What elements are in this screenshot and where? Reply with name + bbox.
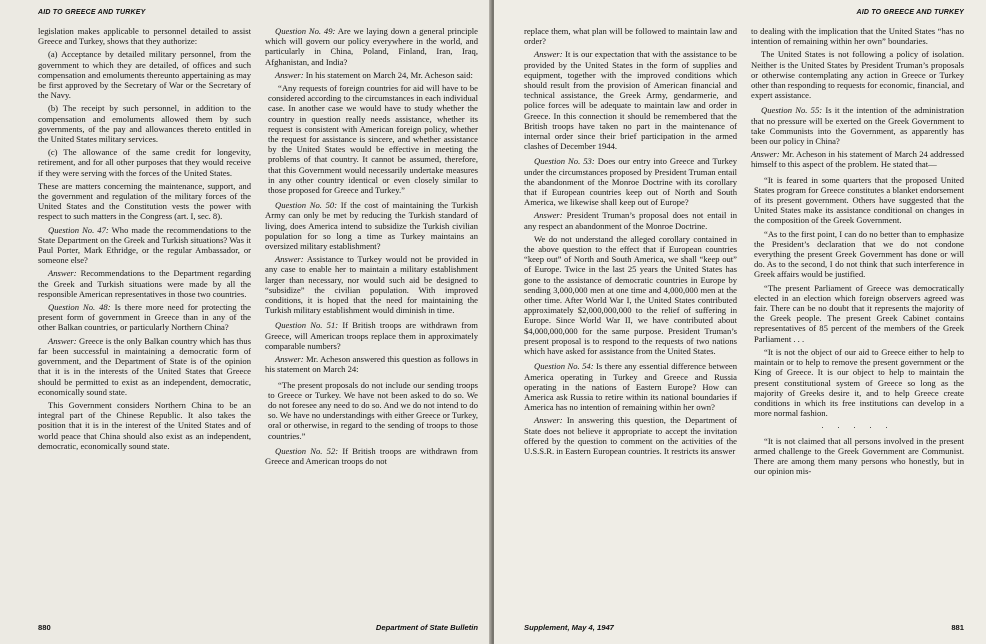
paragraph	[265, 254, 478, 315]
ellipsis-divider: . . . . .	[821, 421, 894, 431]
paragraph-text: Who made the recommendations to the State Department on the Greek and Turkish situations? Was it Paul Porter, Mark Ethridge, or the regular Ambassador, or someone else?	[38, 224, 251, 266]
question-label: Answer:	[534, 415, 563, 426]
paragraph	[754, 283, 964, 344]
paragraph-text: Are we laying down a general principle which will govern our policy everywhere in the world, and particularly in China, Poland, Finland, Iran, Iraq, Afghanistan, and India?	[265, 26, 478, 67]
paragraph	[524, 234, 737, 356]
paragraph-text: Recommendations to the Department regarding the Greek and Turkish situations were made by all the responsible American representatives in those two countries.	[38, 268, 251, 299]
paragraph-text: It is our expectation that with the assistance to be provided by the United States in the form of supplies and equipment, together with the improved conditions which should result from the provision of American financial and technical assistance, the Greek Army, gendarmerie, and police forces will be adequate to maintain law and order in Greece. In this connection it should be remembered that the British troops have taken no part in the maintenance of internal order since their brief participation in the armed clashes of December 1944.	[524, 49, 737, 152]
question-label: Question No. 50:	[275, 200, 338, 211]
paragraph	[754, 436, 964, 477]
paragraph-text: to dealing with the implication that the United States “has no intention of remaining within her own” boundaries.	[751, 26, 964, 47]
question-label: Answer:	[275, 69, 304, 80]
paragraph	[38, 302, 251, 333]
paragraph-text: Mr. Acheson in his statement of March 24 addressed himself to this aspect of the problem. He stated that—	[751, 149, 964, 170]
paragraph-text: The United States is not following a policy of isolation. Neither is the United States by President Truman’s proposals or otherwise contemplating any action in Greece or Turkey other than responding to requests for economic, financial, and expert assistance.	[751, 49, 964, 101]
paragraph	[265, 200, 478, 251]
question-label: Question No. 52:	[275, 445, 339, 456]
footer-title-right: Supplement, May 4, 1947	[524, 623, 614, 632]
paragraph	[751, 49, 964, 100]
paragraph	[754, 175, 964, 226]
paragraph	[524, 49, 737, 151]
paragraph	[38, 400, 251, 451]
paragraph-text: Greece is the only Balkan country which has thus far been successful in maintaining a democratic form of government, and the Department of State is of the opinion that it is in the interests of the United States that Greece should be permitted to exist as an independent, democratic, economically sound state.	[38, 335, 251, 397]
paragraph-text: In answering this question, the Department of State does not believe it appropriate to accept the invitation offered by the question to comment on the activities of the U.S.S.R. in Eastern European countries. It restricts its answer	[524, 415, 737, 456]
question-label: Answer:	[48, 268, 77, 279]
question-label: Question No. 55:	[761, 105, 823, 116]
paragraph	[38, 268, 251, 299]
paragraph	[38, 181, 251, 222]
paragraph-text: If the cost of maintaining the Turkish Army can only be met by reducing the Turkish standard of living, does America intend to subsidize the Turkish civilian population for so long a time as Turkey maintains an oversized military establishment?	[265, 200, 478, 252]
question-label: Answer:	[534, 49, 563, 60]
paragraph	[265, 320, 478, 351]
paragraph-text: (c) The allowance of the same credit for longevity, retirement, and for all other purposes that they would receive if they were serving with the forces of the United States.	[38, 147, 251, 178]
question-label: Question No. 54:	[534, 361, 594, 372]
paragraph-text: “The present proposals do not include our sending troops to Greece or Turkey. We have not been asked to do so. We do not foresee any need to do so. And we do not intend to do so. We have no understandings with either Greece or Turkey, oral or otherwise, in regard to the sending of troops to those countries.”	[268, 379, 478, 441]
paragraph	[38, 336, 251, 397]
paragraph	[524, 361, 737, 412]
left-column-1	[38, 26, 251, 469]
paragraph-text: “It is feared in some quarters that the proposed United States program for Greece constitutes a blanket endorsement of its present government. Others have suggested that the United States make its assistance conditional on changes in the composition of the Greek Government.	[754, 174, 964, 226]
right-column-2	[751, 26, 964, 479]
paragraph	[751, 149, 964, 169]
paragraph	[265, 70, 478, 80]
paragraph-text: Is it the intention of the administration that no pressure will be exerted on the Greek Government to take Communists into the Government, as apparently has been our policy in China?	[751, 105, 964, 147]
paragraph-text: Is there any essential difference between America operating in Turkey and Greece and Russia operating in the nations of Eastern Europe? How can America ask Russia to retire within its national boundaries if America has no intention of remaining within her own?	[524, 361, 737, 413]
paragraph-text: This Government considers Northern China to be an integral part of the Chinese Republic. It also takes the position that it is in the interest of the United States and of world peace that China should also exist as an independent, democratic, economically sound state.	[38, 399, 251, 451]
paragraph-text: “The present Parliament of Greece was democratically elected in an election which foreign observers agreed was fair. There can be no doubt that it represents the majority of the Greek people. The present Greek Cabinet contains representatives of 85 percent of the members of the Greek Parliament . . .	[754, 282, 964, 344]
left-page	[0, 0, 492, 644]
paragraph	[754, 229, 964, 280]
question-label: Answer:	[751, 149, 780, 160]
paragraph-text: (a) Acceptance by detailed military personnel, from the government to which they are detailed, of offices and such compensation and emoluments thereunto appertaining as may be first approved by the Secretary of War or the Secretary of the Navy.	[38, 49, 251, 101]
right-page	[494, 0, 986, 644]
paragraph	[524, 156, 737, 207]
paragraph	[524, 26, 737, 46]
folio-left: 880	[38, 623, 51, 632]
paragraph-text: legislation makes applicable to personnel detailed to assist Greece and Turkey, shows that they authorize:	[38, 26, 251, 47]
question-label: Answer:	[275, 254, 304, 265]
paragraph	[268, 380, 478, 441]
question-label: Question No. 51:	[275, 320, 339, 331]
question-label: Question No. 49:	[275, 26, 336, 36]
paragraph	[38, 103, 251, 144]
paragraph-text: President Truman’s proposal does not entail in any respect an abandonment of the Monroe Doctrine.	[524, 210, 737, 231]
paragraph	[38, 147, 251, 178]
paragraph-text: Is there more need for protecting the present form of government in Greece than in any of the other Balkan countries, or particularly Northern China?	[38, 302, 251, 333]
paragraph-text: “It is not claimed that all persons involved in the present armed challenge to the Greek Government are Communist. There are among them many persons who honestly, but in our opinion mis-	[754, 435, 964, 477]
question-label: Question No. 53:	[534, 156, 595, 167]
paragraph	[265, 26, 478, 67]
running-head-right: AID TO GREECE AND TURKEY	[856, 9, 964, 16]
paragraph	[265, 446, 478, 466]
paragraph-text: If British troops are withdrawn from Greece and American troops do not	[265, 445, 478, 466]
paragraph-text: If British troops are withdrawn from Greece, will American troops replace them in approximately comparable numbers?	[265, 320, 478, 351]
paragraph	[754, 347, 964, 418]
paragraph	[751, 105, 964, 146]
question-label: Question No. 47:	[48, 224, 109, 235]
question-label: Answer:	[275, 354, 304, 365]
paragraph-text: We do not understand the alleged corollary contained in the above question to the effect that if European countries “keep out” of North and South America, we shall “keep out” of Europe. Twice in the last 25 years the United States has gone to the assistance of democratic countries in Europe by sending 3,000,000 men at one time and 4,000,000 men at the other time. After World War I, the United States contributed approximately $2,000,000,000 to the relief of suffering in Europe. Since World War II, we have contributed about $4,000,000,000 for the same purpose. President Truman’s present proposal is to respond to the requests of two nations which have asked for assistance from the United States.	[524, 233, 737, 357]
left-column-2	[265, 26, 478, 469]
paragraph-text: Does our entry into Greece and Turkey under the circumstances proposed by President Truman entail the abandonment of the Monroe Doctrine with its corollary that if European countries keep out of North and South America, we likewise shall keep out of Europe?	[524, 156, 737, 208]
paragraph-text: Assistance to Turkey would not be provided in any case to enable her to maintain a military establishment larger than necessary, nor would such aid be designed to “subsidize” the civilian population. With improved conditions, it is hoped that the need for maintaining the Turkish military establishment would diminish in time.	[265, 254, 478, 316]
paragraph-text: “It is not the object of our aid to Greece either to help to maintain or to help to remove the present government or the King of Greece. It is our object to help to maintain the present constitutional system of Greece so long as the majority of Greeks desire it, and to help Greece create conditions in which its free institutions can develop in a more normal fashion.	[754, 346, 964, 419]
paragraph	[38, 26, 251, 46]
question-label: Answer:	[48, 335, 77, 346]
paragraph-text: “Any requests of foreign countries for aid will have to be considered according to the circumstances in each individual case. In another case we would have to study whether the country in question really needs assistance, whether its request is consistent with American foreign policy, whether the request for assistance is sincere, and whether assistance by the United States would be effective in meeting the problems of that country. It cannot be assumed, therefore, that this Government would necessarily undertake measures in any other country identical or even closely similar to those proposed for Greece and Turkey.”	[268, 83, 478, 196]
right-column-1	[524, 26, 737, 479]
paragraph	[268, 83, 478, 195]
left-columns	[38, 26, 480, 469]
paragraph-text: In his statement on March 24, Mr. Acheson said:	[303, 69, 473, 80]
paragraph-text: (b) The receipt by such personnel, in addition to the compensation and emoluments allowed them by such governments, of the pay and allowances thereto entitled in the United States military services.	[38, 103, 251, 145]
footer-title-left: Department of State Bulletin	[375, 623, 478, 632]
paragraph-text: These are matters concerning the maintenance, support, and the government and regulation of the military forces of the United States and the Constitution vests the power with respect to such matters in the Congress (art. I, sec. 8).	[38, 180, 251, 222]
paragraph	[38, 49, 251, 100]
question-label: Question No. 48:	[48, 302, 111, 313]
right-columns	[524, 26, 964, 479]
paragraph	[524, 210, 737, 230]
folio-right: 881	[951, 623, 964, 632]
paragraph-text: replace them, what plan will be followed to maintain law and order?	[524, 26, 737, 47]
paragraph	[524, 415, 737, 456]
running-head-left: AID TO GREECE AND TURKEY	[38, 9, 146, 16]
paragraph	[751, 26, 964, 46]
paragraph	[38, 225, 251, 266]
question-label: Answer:	[534, 210, 563, 221]
paragraph-text: “As to the first point, I can do no better than to emphasize the President’s declaration that we do not condone everything the present Greek Government has done or will do. As to the second, I do not think that such interference in Greek affairs would be justified.	[754, 228, 964, 280]
paragraph	[265, 354, 478, 374]
paragraph-text: Mr. Acheson answered this question as follows in his statement on March 24:	[265, 354, 478, 375]
